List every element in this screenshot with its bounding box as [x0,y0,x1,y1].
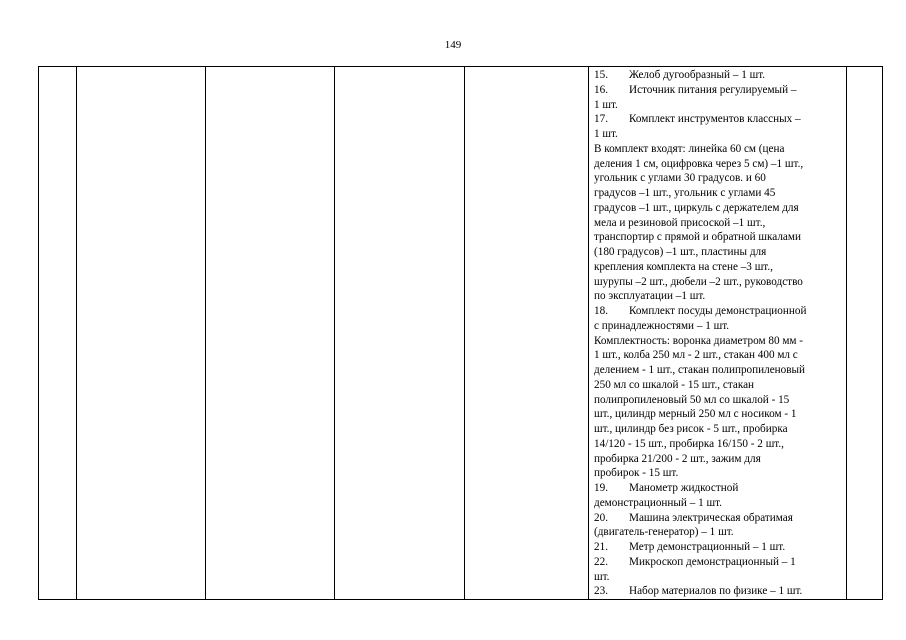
item-text: Источник питания регулируемый – [629,83,797,96]
equipment-list-cell [594,68,846,599]
list-line [594,304,846,319]
item-number: 23. [594,585,608,598]
item-text: 1 шт. [594,98,618,111]
column-divider [464,67,465,599]
item-number: 18. [594,305,608,317]
item-text: шт., цилиндр мерный 250 мл с носиком - 1 [594,408,797,421]
item-text: транспортир с прямой и обратной шкалами [594,231,801,244]
item-number: 21. [594,541,608,553]
item-text: градусов –1 шт., циркуль с держателем для [594,201,799,214]
list-line [594,584,846,599]
list-line [594,142,846,157]
list-line [594,230,846,245]
list-line [594,437,846,452]
list-line [594,171,846,186]
list-line [594,452,846,467]
item-text: Комплект посуды демонстрационной [629,305,807,317]
column-divider [76,67,77,599]
item-text: делением - 1 шт., стакан полипропиленовый [594,364,806,376]
list-line [594,422,846,437]
item-text: шурупы –2 шт., дюбели –2 шт., руководство [594,275,803,288]
list-line [594,496,846,511]
equipment-table [38,66,883,600]
item-text: пробирка 21/200 - 2 шт., зажим для [594,452,761,465]
item-text: шт., цилиндр без рисок - 5 шт., пробирка [594,423,788,435]
list-line [594,525,846,540]
item-text: градусов –1 шт., угольник с углами 45 [594,187,776,199]
item-text: Комплектность: воронка диаметром 80 мм - [594,334,804,347]
item-text: деления 1 см, оцифровка через 5 см) –1 шт., [594,157,804,170]
item-number: 15. [594,69,608,81]
item-text: полипропиленовый 50 мл со шкалой - 15 [594,393,790,406]
list-line [594,245,846,260]
item-text: 14/120 - 15 шт., пробирка 16/150 - 2 шт., [594,437,784,450]
column-divider [205,67,206,599]
item-text: (180 градусов) –1 шт., пластины для [594,246,767,258]
list-line [594,112,846,127]
list-line [594,319,846,334]
item-text: Микроскоп демонстрационный – 1 [629,555,796,568]
list-line [594,68,846,83]
item-text: 1 шт., колба 250 мл - 2 шт., стакан 400 мл с [594,349,798,362]
item-text: с принадлежностями – 1 шт. [594,319,730,332]
list-line [594,363,846,378]
item-text: Машина электрическая обратимая [629,511,793,524]
item-text: (двигатель-генератор) – 1 шт. [594,526,734,539]
column-divider [334,67,335,599]
item-text: Желоб дугообразный – 1 шт. [629,69,766,81]
list-line [594,570,846,585]
list-line [594,348,846,363]
item-number: 22. [594,555,608,568]
list-line [594,260,846,275]
item-text: пробирок - 15 шт. [594,467,679,480]
item-number: 20. [594,511,608,524]
list-line [594,540,846,555]
item-text: 250 мл со шкалой - 15 шт., стакан [594,378,755,391]
item-text: Комплект инструментов классных – [629,113,801,126]
list-line [594,98,846,113]
list-line [594,275,846,290]
item-text: демонстрационный – 1 шт. [594,496,722,509]
item-text: 1 шт. [594,128,618,140]
list-line [594,555,846,570]
list-line [594,334,846,349]
item-number: 16. [594,83,608,96]
list-line [594,466,846,481]
item-text: Набор материалов по физике – 1 шт. [629,585,803,598]
list-line [594,157,846,172]
page-number: 149 [444,39,462,51]
item-text: Метр демонстрационный – 1 шт. [629,541,786,553]
column-divider [588,67,589,599]
list-line [594,127,846,142]
list-line [594,83,846,98]
list-line [594,407,846,422]
list-line [594,201,846,216]
list-line [594,511,846,526]
list-line [594,378,846,393]
item-number: 19. [594,482,608,494]
item-text: мела и резиновой присоской –1 шт., [594,216,766,229]
item-text: Манометр жидкостной [629,482,739,494]
list-line [594,216,846,231]
list-line [594,393,846,408]
item-text: шт. [594,570,610,583]
list-line [594,289,846,304]
item-number: 17. [594,113,608,126]
list-line [594,481,846,496]
item-text: крепления комплекта на стене –3 шт., [594,260,773,273]
item-text: В комплект входят: линейка 60 см (цена [594,142,785,155]
column-divider [846,67,847,599]
item-text: угольник с углами 30 градусов. и 60 [594,172,766,185]
item-text: по эксплуатации –1 шт. [594,290,706,303]
list-line [594,186,846,201]
